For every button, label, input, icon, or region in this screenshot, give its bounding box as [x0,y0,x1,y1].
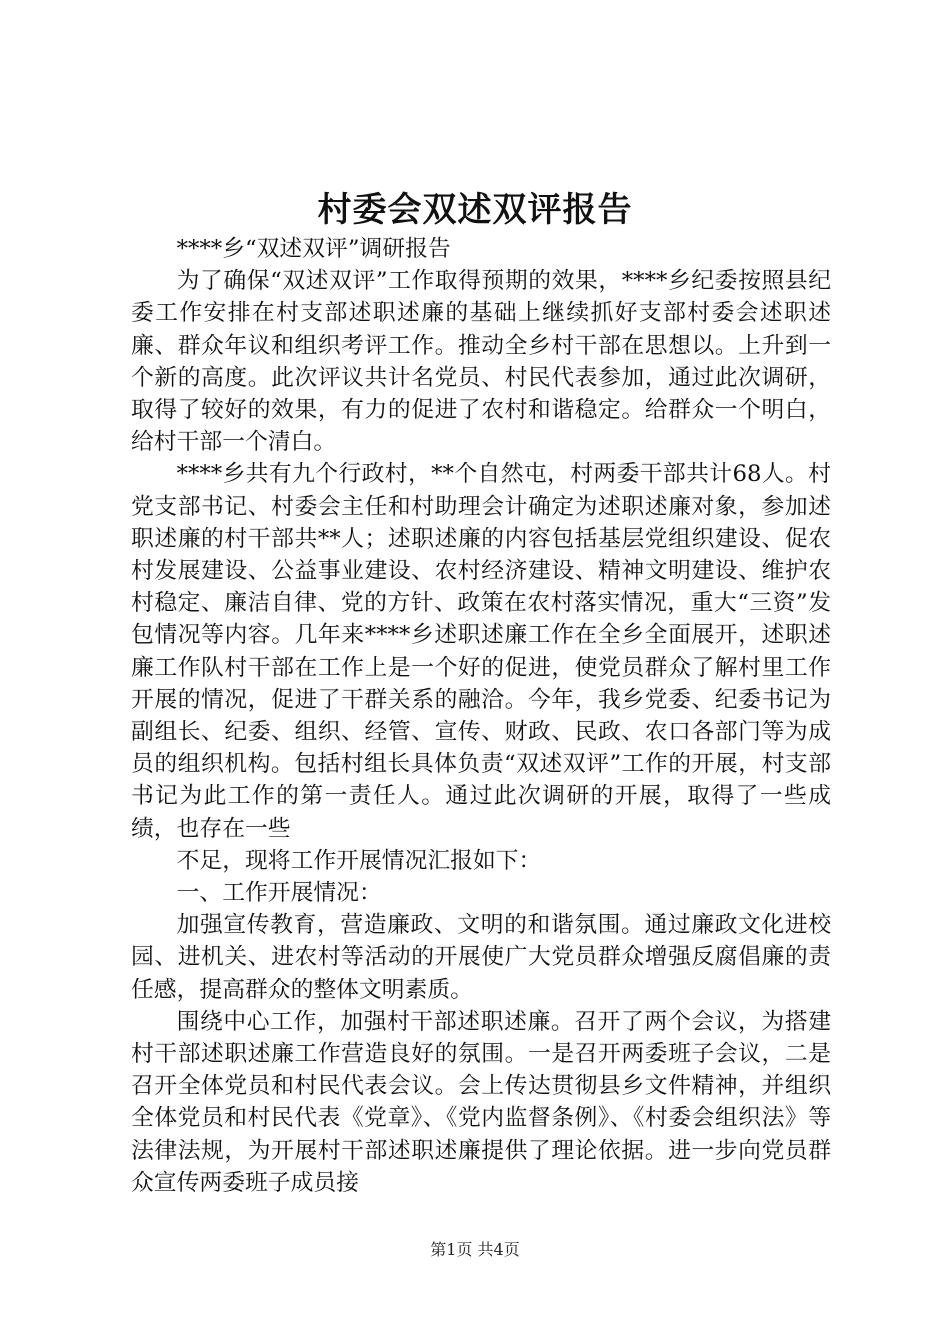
paragraph: ****乡“双述双评”调研报告 [176,236,451,262]
page-footer: 第1页 共4页 [430,1240,520,1259]
paragraph: 加强宣传教育，营造廉政、文明的和谐氛围。通过廉政文化进校园、进机关、进农村等活动的开展使广大党员群众增强反腐倡廉的责任感，提高群众的整体文明素质。 [131,912,831,1003]
document-title: 村委会双述双评报告 [317,190,633,230]
paragraph: 一、工作开展情况： [176,880,382,907]
paragraph: 围绕中心工作，加强村干部述职述廉。召开了两个会议，为搭建村干部述职述廉工作营造良好的氛围。一是召开两委班子会议，二是召开全体党员和村民代表会议。会上传达贯彻县乡文件精神，并组织全体党员和村民代表《党章》、《党内监督条例》、《村委会组织法》等法律法规，为开展村干部述职述廉提供了理论依据。进一步向党员群众宣传两委班子成员接 [131,1008,831,1196]
paragraph: 不足，现将工作开展情况汇报如下： [176,847,542,874]
document-body [131,233,831,1199]
paragraph: ****乡共有九个行政村，**个自然屯，村两委干部共计68人。村党支部书记、村委会主任和村助理会计确定为述职述廉对象，参加述职述廉的村干部共**人；述职述廉的内容包括基层党组织建设、促农村发展建设、公益事业建设、农村经济建设、精神文明建设、维护农村稳定、廉洁自律、党的方针、政策在农村落实情况，重大“三资”发包情况等内容。几年来****乡述职述廉工作在全乡全面展开，述职述廉工作队村干部在工作上是一个好的促进，使党员群众了解村里工作开展的情况，促进了干群关系的融洽。今年，我乡党委、纪委书记为副组长、纪委、组织、经管、宣传、财政、民政、农口各部门等为成员的组织机构。包括村组长具体负责“双述双评”工作的开展，村支部书记为此工作的第一责任人。通过此次调研的开展，取得了一些成绩，也存在一些 [131,461,831,842]
paragraph: 为了确保“双述双评”工作取得预期的效果，****乡纪委按照县纪委工作安排在村支部述职述廉的基础上继续抓好支部村委会述职述廉、群众年议和组织考评工作。推动全乡村干部在思想以。上升到一个新的高度。此次评议共计名党员、村民代表参加，通过此次调研，取得了较好的效果，有力的促进了农村和谐稳定。给群众一个明白，给村干部一个清白。 [131,268,831,456]
